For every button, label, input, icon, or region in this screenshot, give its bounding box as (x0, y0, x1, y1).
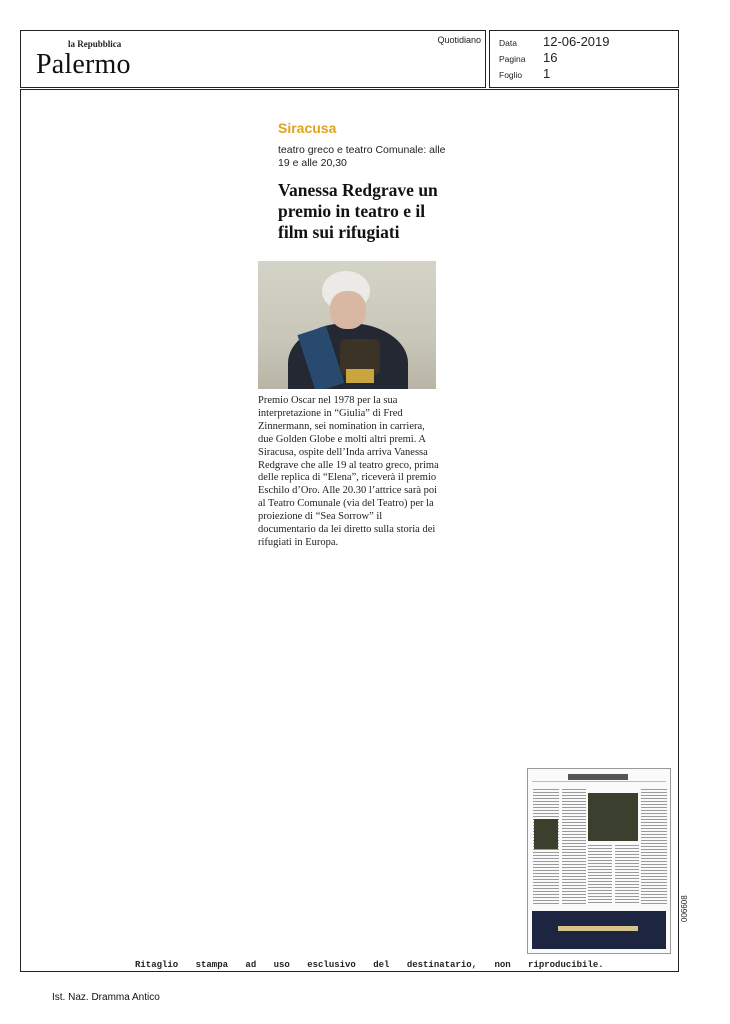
document-code: 006608 (680, 895, 689, 922)
thumbnail-column (562, 789, 586, 904)
thumbnail-logo (568, 774, 628, 780)
reproduction-disclaimer: Ritaglio stampa ad uso esclusivo del destinatario, non riproducibile. (135, 960, 604, 970)
venue-line: teatro greco e teatro Comunale: alle 19 e alle 20,30 (278, 144, 446, 169)
headline: Vanessa Redgrave un premio in teatro e il film sui rifugiati (278, 180, 438, 242)
thumbnail-photo (534, 819, 558, 849)
article-body: Premio Oscar nel 1978 per la sua interpretazione in “Giulia” di Fred Zinnermann, sei nomination in carriera, due Golden Globe e molti altri premi. A Siracusa, ospite dell’Inda arriva Vanessa Redgrave che alle 19 al teatro greco, prima delle replica di “Elena”, riceverà il premio Eschilo d’Oro. Alle 20.30 l’attrice sarà poi al Teatro Comunale (via del Teatro) per la proiezione di “Sea Sorrow” il documentario da lei diretto sulla storia dei rifugiati in Europa. (258, 395, 439, 548)
photo-figure-face (330, 291, 366, 329)
page-thumbnail (527, 768, 671, 954)
client-name: Ist. Naz. Dramma Antico (52, 992, 160, 1003)
clipping-metadata (489, 30, 679, 88)
meta-value: 16 (543, 50, 558, 65)
publication-name-small: la Repubblica (68, 39, 122, 49)
meta-row-sheet (499, 66, 550, 81)
photo-trophy-base (346, 369, 374, 383)
meta-row-date (499, 34, 610, 49)
meta-label: Data (499, 38, 517, 48)
section-label: Siracusa (278, 120, 337, 136)
meta-row-page (499, 50, 557, 65)
thumbnail-column (615, 845, 639, 905)
periodicity-label: Quotidiano (437, 35, 481, 45)
meta-label: Pagina (499, 54, 526, 64)
meta-label: Foglio (499, 70, 523, 80)
thumbnail-column (641, 789, 667, 904)
meta-value: 12-06-2019 (543, 34, 610, 49)
article-photo (258, 261, 436, 389)
publication-header (20, 30, 486, 88)
thumbnail-photo (588, 793, 638, 841)
thumbnail-column (588, 845, 612, 905)
meta-value: 1 (543, 66, 551, 81)
publication-city: Palermo (36, 49, 131, 80)
thumbnail-banner-text (558, 926, 638, 931)
